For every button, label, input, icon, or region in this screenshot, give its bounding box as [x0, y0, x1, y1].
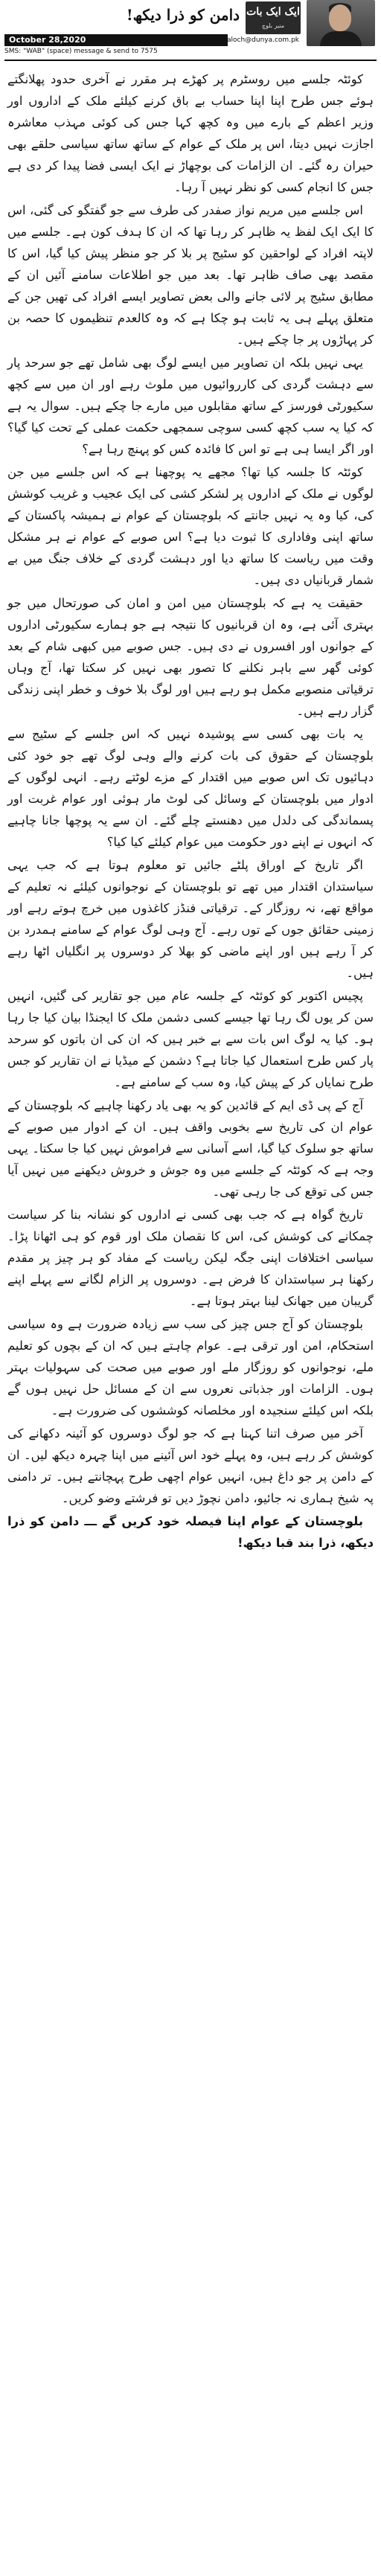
column-title: دامن کو ذرا دیکھ! — [126, 6, 240, 24]
column-logo — [246, 1, 301, 34]
article-paragraph: بلوچستان کو آج جس چیز کی سب سے زیادہ ضرورت ہے وہ سیاسی استحکام، امن اور ترقی ہے۔ عوام چاہتے ہیں کہ ان کے بچوں کو تعلیم ملے، نوجوانوں کو روزگار ملے اور صوبے میں صحت کی سہولیات بہتر ہوں۔ الزامات اور جذباتی نعروں سے ان کے مسائل حل نہیں ہوں گے بلکہ اس کیلئے سنجیدہ اور مخلصانہ کوششوں کی ضرورت ہے۔ — [7, 1317, 374, 1417]
article-paragraph: اگر تاریخ کے اوراق پلٹے جائیں تو معلوم ہوتا ہے کہ جب یہی سیاستدان اقتدار میں تھے تو بلوچستان کے نوجوانوں کیلئے نہ تعلیم کے مواقع تھے، نہ روزگار کے۔ ترقیاتی فنڈز کاغذوں میں خرچ ہوتے رہے اور زمینی حقائق جوں کے توں رہے۔ آج وہی لوگ عوام کے سامنے ہمدرد بن کر آ رہے ہیں اور اپنے ماضی کو بھلا کر دوسروں پر انگلیاں اٹھا رہے ہیں۔ — [7, 858, 374, 980]
publish-date: October 28,2020 — [9, 35, 86, 45]
columnist-name: منیر بلوچ — [261, 22, 285, 29]
article-body — [7, 68, 374, 1555]
article-paragraph: پچیس اکتوبر کو کوئٹہ کے جلسہ عام میں جو تقاریر کی گئیں، انہیں سن کر یوں لگ رہا تھا جیسے کسی دشمن ملک کا ایجنڈا بیان کیا جا رہا ہو۔ کیا یہ لوگ اس بات سے بے خبر ہیں کہ ان کی ان باتوں کو سرحد پار کس طرح استعمال کیا جاتا ہے؟ دشمن کے میڈیا نے ان تقاریر کو جس طرح نمایاں کر کے پیش کیا، وہ سب کے سامنے ہے۔ — [7, 989, 374, 1089]
article-paragraph: یہ بات بھی کسی سے پوشیدہ نہیں کہ اس جلسے کے سٹیج سے بلوچستان کے حقوق کی بات کرنے والے وہی لوگ تھے جو خود کئی دہائیوں تک اس صوبے میں اقتدار کے مزے لوٹتے رہے۔ انہی لوگوں کے ادوار میں بلوچستان کے وسائل کی لوٹ مار ہوئی اور عوام غربت اور پسماندگی کی دلدل میں دھنستے چلے گئے۔ ان سے یہ پوچھا جانا چاہیے کہ انہوں نے اپنے دور حکومت میں عوام کیلئے کیا کیا؟ — [7, 727, 374, 849]
author-email: munir.baloch@dunya.com.pk — [201, 36, 299, 44]
header-divider — [4, 60, 377, 61]
author-photo-face — [329, 4, 351, 31]
article-closing-line: بلوچستان کے عوام اپنا فیصلہ خود کریں گے ـــ دامن کو ذرا دیکھ، ذرا بند قبا دیکھ! — [7, 1514, 374, 1550]
article-paragraph: کوئٹہ کا جلسہ کیا تھا؟ مجھے یہ پوچھنا ہے کہ اس جلسے میں جن لوگوں نے ملک کے اداروں پر لشکر کشی کی ایک عجیب و غریب کوشش کی، کیا وہ یہ نہیں جانتے کہ بلوچستان کے عوام نے ہمیشہ پاکستان کے ساتھ اپنی وفاداری کا ثبوت دیا ہے؟ اس صوبے کے عوام نے ہر مشکل وقت میں ریاست کا ساتھ دیا اور دہشت گردی کے خلاف جنگ میں بے شمار قربانیاں دی ہیں۔ — [7, 465, 374, 587]
author-photo-shoulders — [320, 31, 362, 46]
article-paragraph: آج کے پی ڈی ایم کے قائدین کو یہ بھی یاد رکھنا چاہیے کہ بلوچستان کے عوام ان کی تاریخ سے بخوبی واقف ہیں۔ ان کے ادوار میں صوبے کے ساتھ جو سلوک کیا گیا، اسے آسانی سے فراموش نہیں کیا جا سکتا۔ یہی وجہ ہے کہ کوئٹہ کے جلسے میں وہ جوش و خروش دیکھنے میں نہیں آیا جس کی توقع کی جا رہی تھی۔ — [7, 1098, 374, 1199]
date-bar — [4, 34, 228, 46]
article-paragraph: تاریخ گواہ ہے کہ جب بھی کسی نے اداروں کو نشانہ بنا کر سیاست چمکانے کی کوشش کی، اس کا نقصان ملک اور قوم کو ہی اٹھانا پڑا۔ سیاسی اختلافات اپنی جگہ لیکن ریاست کے مفاد کو ہر چیز پر مقدم رکھنا ہر سیاستدان کا فرض ہے۔ دوسروں پر الزام لگانے سے پہلے اپنے گریبان میں جھانک لینا بہتر ہوتا ہے۔ — [7, 1208, 374, 1308]
author-photo — [307, 0, 375, 46]
sms-instructions: SMS: "WAB" (space) message & send to 7575 — [4, 48, 158, 55]
column-logo-name: ایک ایک بات — [246, 6, 300, 18]
article-paragraph: یہی نہیں بلکہ ان تصاویر میں ایسے لوگ بھی شامل تھے جو سرحد پار سے دہشت گردی کی کارروائیوں میں ملوث رہے اور ان میں سے کچھ سکیورٹی فورسز کے ساتھ مقابلوں میں مارے جا چکے ہیں۔ سوال یہ ہے کہ کیا یہ سب کچھ کسی سوچی سمجھی حکمت عملی کے تحت کیا گیا؟ اور اگر ایسا ہی ہے تو اس کا فائدہ کس کو پہنچ رہا ہے؟ — [7, 356, 374, 456]
article-paragraph: آخر میں صرف اتنا کہنا ہے کہ جو لوگ دوسروں کو آئینہ دکھانے کی کوشش کر رہے ہیں، وہ پہلے خود اس آئینے میں اپنا چہرہ دیکھ لیں۔ ان کے دامن پر جو داغ ہیں، انہیں عوام اچھی طرح پہچانتے ہیں۔ تر دامنی پہ شیخ ہماری نہ جائیو، دامن نچوڑ دیں تو فرشتے وضو کریں۔ — [7, 1426, 374, 1505]
article-paragraph: کوئٹہ جلسے میں روسٹرم پر کھڑے ہر مقرر نے آخری حدود پھلانگتے ہوئے جس طرح اپنا اپنا حساب بے باق کرنے کیلئے ملک کے اداروں اور وزیر اعظم کے بارے میں وہ کچھ کہا جس کی کوئی مہذب معاشرہ اجازت نہیں دیتا، اس پر ملک کے عوام کے ساتھ ساتھ سیاسی حلقے بھی حیران رہ گئے۔ ان الزامات کی بوچھاڑ نے ایک ایسی فضا پیدا کر دی ہے جس کا انجام کسی کو نظر نہیں آ رہا۔ — [7, 72, 374, 194]
article-paragraph: حقیقت یہ ہے کہ بلوچستان میں امن و امان کی صورتحال میں جو بہتری آئی ہے، وہ ان قربانیوں کا نتیجہ ہے جو ہمارے سکیورٹی اداروں کے جوانوں اور افسروں نے دی ہیں۔ جس صوبے میں کبھی شام کے بعد کوئی گھر سے باہر نکلنے کا تصور بھی نہیں کر سکتا تھا، آج وہاں ترقیاتی منصوبے مکمل ہو رہے ہیں اور لوگ بلا خوف و خطر اپنی زندگی گزار رہے ہیں۔ — [7, 596, 374, 718]
article-paragraph: اس جلسے میں مریم نواز صفدر کی طرف سے جو گفتگو کی گئی، اس کا ایک ایک لفظ یہ ظاہر کر رہا تھا کہ ان کا ہدف کون ہے۔ جلسے میں لاپتہ افراد کے لواحقین کو سٹیج پر بلا کر جو منظر پیش کیا گیا، اس کا مقصد بھی صاف ظاہر تھا۔ بعد میں جو اطلاعات سامنے آئیں ان کے مطابق سٹیج پر لائی جانے والی بعض تصاویر ایسے افراد کی تھیں جن کے متعلق پہلے ہی یہ ثابت ہو چکا ہے کہ وہ کالعدم تنظیموں کا حصہ بن کر پہاڑوں پر جا چکے ہیں۔ — [7, 203, 374, 347]
column-header — [0, 0, 381, 61]
